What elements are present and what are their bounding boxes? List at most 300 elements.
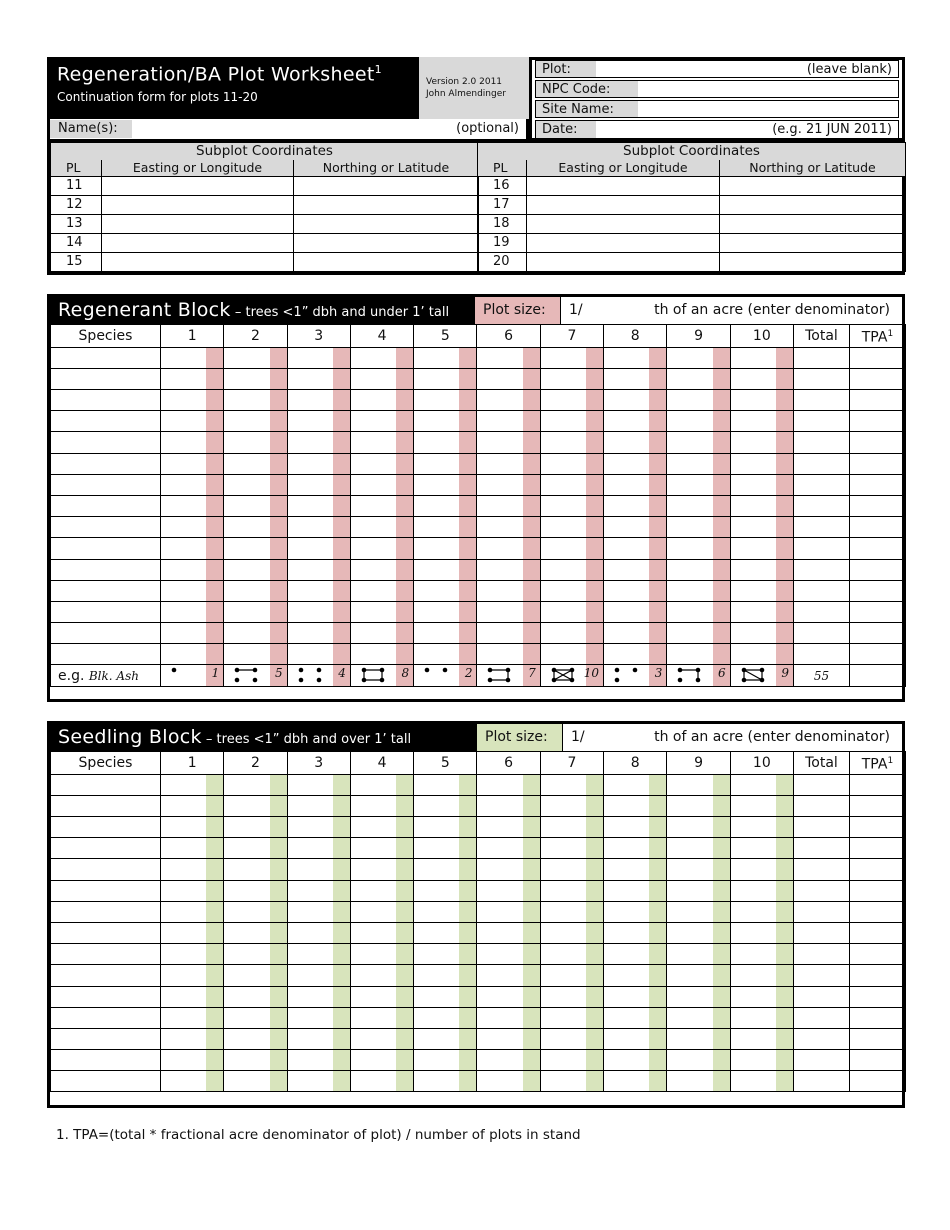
tpa-cell[interactable] <box>849 623 905 644</box>
tally-cell[interactable] <box>604 1007 667 1028</box>
tally-cell[interactable] <box>414 1050 477 1071</box>
tally-cell[interactable] <box>730 432 793 453</box>
tally-cell[interactable] <box>730 559 793 580</box>
tally-cell[interactable] <box>414 390 477 411</box>
tally-cell[interactable] <box>730 774 793 795</box>
tally-cell[interactable] <box>287 623 350 644</box>
tally-cell[interactable] <box>414 495 477 516</box>
tally-cell[interactable] <box>161 880 224 901</box>
tpa-cell[interactable] <box>849 538 905 559</box>
coord-northing-cell[interactable] <box>720 215 906 234</box>
species-cell[interactable] <box>51 795 161 816</box>
tally-cell[interactable] <box>540 644 603 665</box>
tally-cell[interactable] <box>604 623 667 644</box>
total-cell[interactable] <box>793 774 849 795</box>
tally-cell[interactable] <box>667 390 730 411</box>
tally-cell[interactable] <box>414 580 477 601</box>
tally-cell[interactable] <box>224 347 287 368</box>
tally-cell[interactable] <box>667 1050 730 1071</box>
tally-cell[interactable] <box>730 623 793 644</box>
tally-cell[interactable] <box>667 347 730 368</box>
tally-cell[interactable] <box>667 559 730 580</box>
tally-cell[interactable] <box>414 944 477 965</box>
tally-cell[interactable] <box>414 1071 477 1092</box>
tally-cell[interactable] <box>604 817 667 838</box>
tally-cell[interactable] <box>667 474 730 495</box>
tally-cell[interactable] <box>604 390 667 411</box>
tally-cell[interactable] <box>730 1071 793 1092</box>
tally-cell[interactable] <box>414 538 477 559</box>
tally-cell[interactable] <box>730 922 793 943</box>
total-cell[interactable] <box>793 795 849 816</box>
coord-easting-cell[interactable] <box>527 215 720 234</box>
date-field[interactable] <box>535 120 899 138</box>
tally-cell[interactable] <box>224 538 287 559</box>
coord-northing-cell[interactable] <box>294 215 479 234</box>
tally-cell[interactable] <box>414 368 477 389</box>
tpa-cell[interactable] <box>849 432 905 453</box>
tally-cell[interactable] <box>414 774 477 795</box>
tally-cell[interactable] <box>477 922 540 943</box>
tally-cell[interactable] <box>350 901 413 922</box>
tally-cell[interactable] <box>350 411 413 432</box>
tally-cell[interactable] <box>224 390 287 411</box>
tally-cell[interactable] <box>350 795 413 816</box>
tpa-cell[interactable] <box>849 838 905 859</box>
tpa-cell[interactable] <box>849 644 905 665</box>
tally-cell[interactable] <box>667 432 730 453</box>
tally-cell[interactable] <box>287 474 350 495</box>
tpa-cell[interactable] <box>849 347 905 368</box>
tally-cell[interactable] <box>540 517 603 538</box>
tally-cell[interactable] <box>224 795 287 816</box>
tpa-cell[interactable] <box>849 1028 905 1049</box>
tally-cell[interactable] <box>667 580 730 601</box>
tally-cell[interactable] <box>477 601 540 622</box>
site-name-field[interactable] <box>535 100 899 118</box>
tpa-cell[interactable] <box>849 495 905 516</box>
tally-cell[interactable] <box>161 474 224 495</box>
tally-cell[interactable] <box>224 580 287 601</box>
tpa-cell[interactable] <box>849 390 905 411</box>
tally-cell[interactable] <box>604 1028 667 1049</box>
tally-cell[interactable] <box>414 601 477 622</box>
tally-cell[interactable] <box>414 411 477 432</box>
tally-cell[interactable] <box>667 1028 730 1049</box>
tally-cell[interactable] <box>667 411 730 432</box>
coord-easting-cell[interactable] <box>527 234 720 253</box>
tally-cell[interactable] <box>604 580 667 601</box>
tally-cell[interactable] <box>161 538 224 559</box>
tally-cell[interactable] <box>287 859 350 880</box>
tally-cell[interactable] <box>730 411 793 432</box>
species-cell[interactable] <box>51 1028 161 1049</box>
tally-cell[interactable] <box>477 795 540 816</box>
tally-cell[interactable] <box>730 817 793 838</box>
tally-cell[interactable] <box>604 347 667 368</box>
tally-cell[interactable] <box>540 495 603 516</box>
species-cell[interactable] <box>51 965 161 986</box>
tally-cell[interactable] <box>161 986 224 1007</box>
total-cell[interactable] <box>793 944 849 965</box>
tally-cell[interactable] <box>224 1050 287 1071</box>
tally-cell[interactable] <box>414 453 477 474</box>
tally-cell[interactable] <box>161 901 224 922</box>
species-cell[interactable] <box>51 623 161 644</box>
tally-cell[interactable] <box>414 559 477 580</box>
tally-cell[interactable] <box>287 965 350 986</box>
species-cell[interactable] <box>51 880 161 901</box>
tally-cell[interactable] <box>477 580 540 601</box>
total-cell[interactable] <box>793 453 849 474</box>
tally-cell[interactable] <box>350 986 413 1007</box>
tally-cell[interactable] <box>730 880 793 901</box>
tpa-cell[interactable] <box>849 880 905 901</box>
total-cell[interactable] <box>793 880 849 901</box>
tally-cell[interactable] <box>414 1007 477 1028</box>
tally-cell[interactable] <box>604 495 667 516</box>
total-cell[interactable] <box>793 347 849 368</box>
tally-cell[interactable] <box>730 495 793 516</box>
tally-cell[interactable] <box>604 644 667 665</box>
coord-easting-cell[interactable] <box>527 253 720 272</box>
coord-easting-cell[interactable] <box>102 215 294 234</box>
tpa-cell[interactable] <box>849 922 905 943</box>
tally-cell[interactable] <box>161 368 224 389</box>
total-cell[interactable] <box>793 1028 849 1049</box>
total-cell[interactable] <box>793 474 849 495</box>
species-cell[interactable] <box>51 1050 161 1071</box>
species-cell[interactable] <box>51 390 161 411</box>
tally-cell[interactable] <box>540 474 603 495</box>
tally-cell[interactable] <box>540 880 603 901</box>
tally-cell[interactable] <box>350 944 413 965</box>
tally-cell[interactable] <box>540 580 603 601</box>
tally-cell[interactable] <box>287 838 350 859</box>
tally-cell[interactable] <box>477 517 540 538</box>
tally-cell[interactable] <box>477 944 540 965</box>
coord-northing-cell[interactable] <box>294 234 479 253</box>
tally-cell[interactable] <box>224 838 287 859</box>
tally-cell[interactable] <box>540 1071 603 1092</box>
coord-northing-cell[interactable] <box>720 177 906 196</box>
tally-cell[interactable] <box>414 623 477 644</box>
tally-cell[interactable] <box>730 1028 793 1049</box>
tally-cell[interactable] <box>224 859 287 880</box>
tally-cell[interactable] <box>604 944 667 965</box>
tally-cell[interactable] <box>667 838 730 859</box>
tally-cell[interactable] <box>224 922 287 943</box>
tally-cell[interactable] <box>730 944 793 965</box>
tally-cell[interactable] <box>477 1071 540 1092</box>
tally-cell[interactable] <box>604 1071 667 1092</box>
tally-cell[interactable] <box>477 623 540 644</box>
tally-cell[interactable] <box>287 774 350 795</box>
tally-cell[interactable] <box>287 411 350 432</box>
tally-cell[interactable] <box>224 368 287 389</box>
tally-cell[interactable] <box>667 859 730 880</box>
tally-cell[interactable] <box>161 838 224 859</box>
tally-cell[interactable] <box>287 580 350 601</box>
tally-cell[interactable] <box>414 474 477 495</box>
tally-cell[interactable] <box>604 538 667 559</box>
tally-cell[interactable] <box>667 880 730 901</box>
coord-northing-cell[interactable] <box>294 177 479 196</box>
tally-cell[interactable] <box>414 859 477 880</box>
tally-cell[interactable] <box>667 901 730 922</box>
tally-cell[interactable] <box>540 368 603 389</box>
tally-cell[interactable] <box>540 432 603 453</box>
tally-cell[interactable] <box>161 517 224 538</box>
tally-cell[interactable] <box>161 1028 224 1049</box>
tally-cell[interactable] <box>350 880 413 901</box>
tally-cell[interactable] <box>540 559 603 580</box>
npc-code-field[interactable] <box>535 80 899 98</box>
tally-cell[interactable] <box>540 965 603 986</box>
species-cell[interactable] <box>51 559 161 580</box>
tally-cell[interactable] <box>350 623 413 644</box>
tpa-cell[interactable] <box>849 859 905 880</box>
total-cell[interactable] <box>793 901 849 922</box>
coord-easting-cell[interactable] <box>102 196 294 215</box>
total-cell[interactable] <box>793 986 849 1007</box>
species-cell[interactable] <box>51 453 161 474</box>
tally-cell[interactable] <box>604 880 667 901</box>
species-cell[interactable] <box>51 901 161 922</box>
tally-cell[interactable] <box>287 559 350 580</box>
tally-cell[interactable] <box>667 495 730 516</box>
species-cell[interactable] <box>51 1007 161 1028</box>
coord-northing-cell[interactable] <box>720 196 906 215</box>
tally-cell[interactable] <box>604 601 667 622</box>
species-cell[interactable] <box>51 986 161 1007</box>
tally-cell[interactable] <box>161 965 224 986</box>
tally-cell[interactable] <box>414 901 477 922</box>
tally-cell[interactable] <box>350 1007 413 1028</box>
tally-cell[interactable] <box>161 495 224 516</box>
tally-cell[interactable] <box>477 390 540 411</box>
tally-cell[interactable] <box>730 965 793 986</box>
tally-cell[interactable] <box>730 538 793 559</box>
tpa-cell[interactable] <box>849 901 905 922</box>
tally-cell[interactable] <box>477 411 540 432</box>
coord-easting-cell[interactable] <box>527 177 720 196</box>
tally-cell[interactable] <box>477 644 540 665</box>
tally-cell[interactable] <box>540 817 603 838</box>
species-cell[interactable] <box>51 838 161 859</box>
species-cell[interactable] <box>51 347 161 368</box>
tally-cell[interactable] <box>667 986 730 1007</box>
tally-cell[interactable] <box>287 1071 350 1092</box>
tally-cell[interactable] <box>730 859 793 880</box>
tally-cell[interactable] <box>287 347 350 368</box>
tpa-cell[interactable] <box>849 795 905 816</box>
tally-cell[interactable] <box>287 922 350 943</box>
total-cell[interactable] <box>793 559 849 580</box>
tpa-cell[interactable] <box>849 817 905 838</box>
tally-cell[interactable] <box>287 644 350 665</box>
tally-cell[interactable] <box>730 601 793 622</box>
tally-cell[interactable] <box>350 817 413 838</box>
tally-cell[interactable] <box>414 965 477 986</box>
tally-cell[interactable] <box>287 795 350 816</box>
tpa-cell[interactable] <box>849 411 905 432</box>
seed-plot-size[interactable] <box>476 724 902 751</box>
species-cell[interactable] <box>51 601 161 622</box>
species-cell[interactable] <box>51 538 161 559</box>
tally-cell[interactable] <box>350 559 413 580</box>
tally-cell[interactable] <box>540 453 603 474</box>
tally-cell[interactable] <box>667 1007 730 1028</box>
tally-cell[interactable] <box>540 1050 603 1071</box>
tally-cell[interactable] <box>224 817 287 838</box>
tally-cell[interactable] <box>224 880 287 901</box>
tpa-cell[interactable] <box>849 1007 905 1028</box>
tally-cell[interactable] <box>730 795 793 816</box>
tally-cell[interactable] <box>540 623 603 644</box>
tally-cell[interactable] <box>287 432 350 453</box>
species-cell[interactable] <box>51 944 161 965</box>
tally-cell[interactable] <box>477 901 540 922</box>
tally-cell[interactable] <box>350 774 413 795</box>
tally-cell[interactable] <box>667 538 730 559</box>
tally-cell[interactable] <box>540 859 603 880</box>
tally-cell[interactable] <box>667 795 730 816</box>
tally-cell[interactable] <box>477 1028 540 1049</box>
tally-cell[interactable] <box>540 922 603 943</box>
tpa-cell[interactable] <box>849 601 905 622</box>
tally-cell[interactable] <box>161 411 224 432</box>
tally-cell[interactable] <box>350 390 413 411</box>
tally-cell[interactable] <box>350 859 413 880</box>
total-cell[interactable] <box>793 517 849 538</box>
tally-cell[interactable] <box>224 601 287 622</box>
tally-cell[interactable] <box>477 538 540 559</box>
tally-cell[interactable] <box>287 453 350 474</box>
tally-cell[interactable] <box>540 411 603 432</box>
coord-northing-cell[interactable] <box>720 234 906 253</box>
tally-cell[interactable] <box>604 774 667 795</box>
tally-cell[interactable] <box>540 1007 603 1028</box>
tally-cell[interactable] <box>350 517 413 538</box>
total-cell[interactable] <box>793 623 849 644</box>
tally-cell[interactable] <box>224 944 287 965</box>
tally-cell[interactable] <box>604 922 667 943</box>
tally-cell[interactable] <box>287 880 350 901</box>
tally-cell[interactable] <box>224 559 287 580</box>
total-cell[interactable] <box>793 922 849 943</box>
tally-cell[interactable] <box>604 453 667 474</box>
tally-cell[interactable] <box>730 580 793 601</box>
tally-cell[interactable] <box>350 347 413 368</box>
tally-cell[interactable] <box>477 859 540 880</box>
tpa-cell[interactable] <box>849 517 905 538</box>
tally-cell[interactable] <box>224 1071 287 1092</box>
tally-cell[interactable] <box>477 453 540 474</box>
tally-cell[interactable] <box>224 965 287 986</box>
tally-cell[interactable] <box>224 901 287 922</box>
tally-cell[interactable] <box>414 817 477 838</box>
tally-cell[interactable] <box>161 817 224 838</box>
tally-cell[interactable] <box>287 517 350 538</box>
tally-cell[interactable] <box>350 922 413 943</box>
tally-cell[interactable] <box>730 986 793 1007</box>
tally-cell[interactable] <box>414 347 477 368</box>
tally-cell[interactable] <box>540 390 603 411</box>
tally-cell[interactable] <box>414 517 477 538</box>
total-cell[interactable] <box>793 1007 849 1028</box>
tally-cell[interactable] <box>161 774 224 795</box>
tally-cell[interactable] <box>287 368 350 389</box>
tally-cell[interactable] <box>604 965 667 986</box>
coord-northing-cell[interactable] <box>294 253 479 272</box>
coord-northing-cell[interactable] <box>294 196 479 215</box>
tpa-cell[interactable] <box>849 944 905 965</box>
tally-cell[interactable] <box>730 517 793 538</box>
tally-cell[interactable] <box>414 922 477 943</box>
coord-easting-cell[interactable] <box>102 253 294 272</box>
species-cell[interactable] <box>51 411 161 432</box>
total-cell[interactable] <box>793 965 849 986</box>
tally-cell[interactable] <box>350 601 413 622</box>
species-cell[interactable] <box>51 580 161 601</box>
tally-cell[interactable] <box>350 1071 413 1092</box>
tpa-cell[interactable] <box>849 453 905 474</box>
species-cell[interactable] <box>51 495 161 516</box>
tally-cell[interactable] <box>224 453 287 474</box>
tally-cell[interactable] <box>161 601 224 622</box>
tally-cell[interactable] <box>477 774 540 795</box>
tally-cell[interactable] <box>604 411 667 432</box>
tally-cell[interactable] <box>287 601 350 622</box>
tally-cell[interactable] <box>161 347 224 368</box>
tpa-cell[interactable] <box>849 774 905 795</box>
tally-cell[interactable] <box>667 965 730 986</box>
tally-cell[interactable] <box>350 368 413 389</box>
tally-cell[interactable] <box>540 774 603 795</box>
tally-cell[interactable] <box>477 1050 540 1071</box>
tally-cell[interactable] <box>667 1071 730 1092</box>
tally-cell[interactable] <box>287 495 350 516</box>
tally-cell[interactable] <box>287 390 350 411</box>
tally-cell[interactable] <box>730 1007 793 1028</box>
tally-cell[interactable] <box>161 1050 224 1071</box>
tally-cell[interactable] <box>730 368 793 389</box>
tally-cell[interactable] <box>540 944 603 965</box>
tally-cell[interactable] <box>287 538 350 559</box>
tally-cell[interactable] <box>161 944 224 965</box>
tally-cell[interactable] <box>667 601 730 622</box>
tally-cell[interactable] <box>350 495 413 516</box>
tally-cell[interactable] <box>730 390 793 411</box>
species-cell[interactable] <box>51 1071 161 1092</box>
coord-easting-cell[interactable] <box>102 177 294 196</box>
coord-easting-cell[interactable] <box>527 196 720 215</box>
tally-cell[interactable] <box>224 1007 287 1028</box>
tally-cell[interactable] <box>667 644 730 665</box>
tally-cell[interactable] <box>350 1028 413 1049</box>
tally-cell[interactable] <box>540 538 603 559</box>
species-cell[interactable] <box>51 368 161 389</box>
tally-cell[interactable] <box>604 368 667 389</box>
tally-cell[interactable] <box>540 1028 603 1049</box>
tally-cell[interactable] <box>224 623 287 644</box>
tpa-cell[interactable] <box>849 559 905 580</box>
coord-easting-cell[interactable] <box>102 234 294 253</box>
tally-cell[interactable] <box>414 644 477 665</box>
total-cell[interactable] <box>793 580 849 601</box>
species-cell[interactable] <box>51 644 161 665</box>
